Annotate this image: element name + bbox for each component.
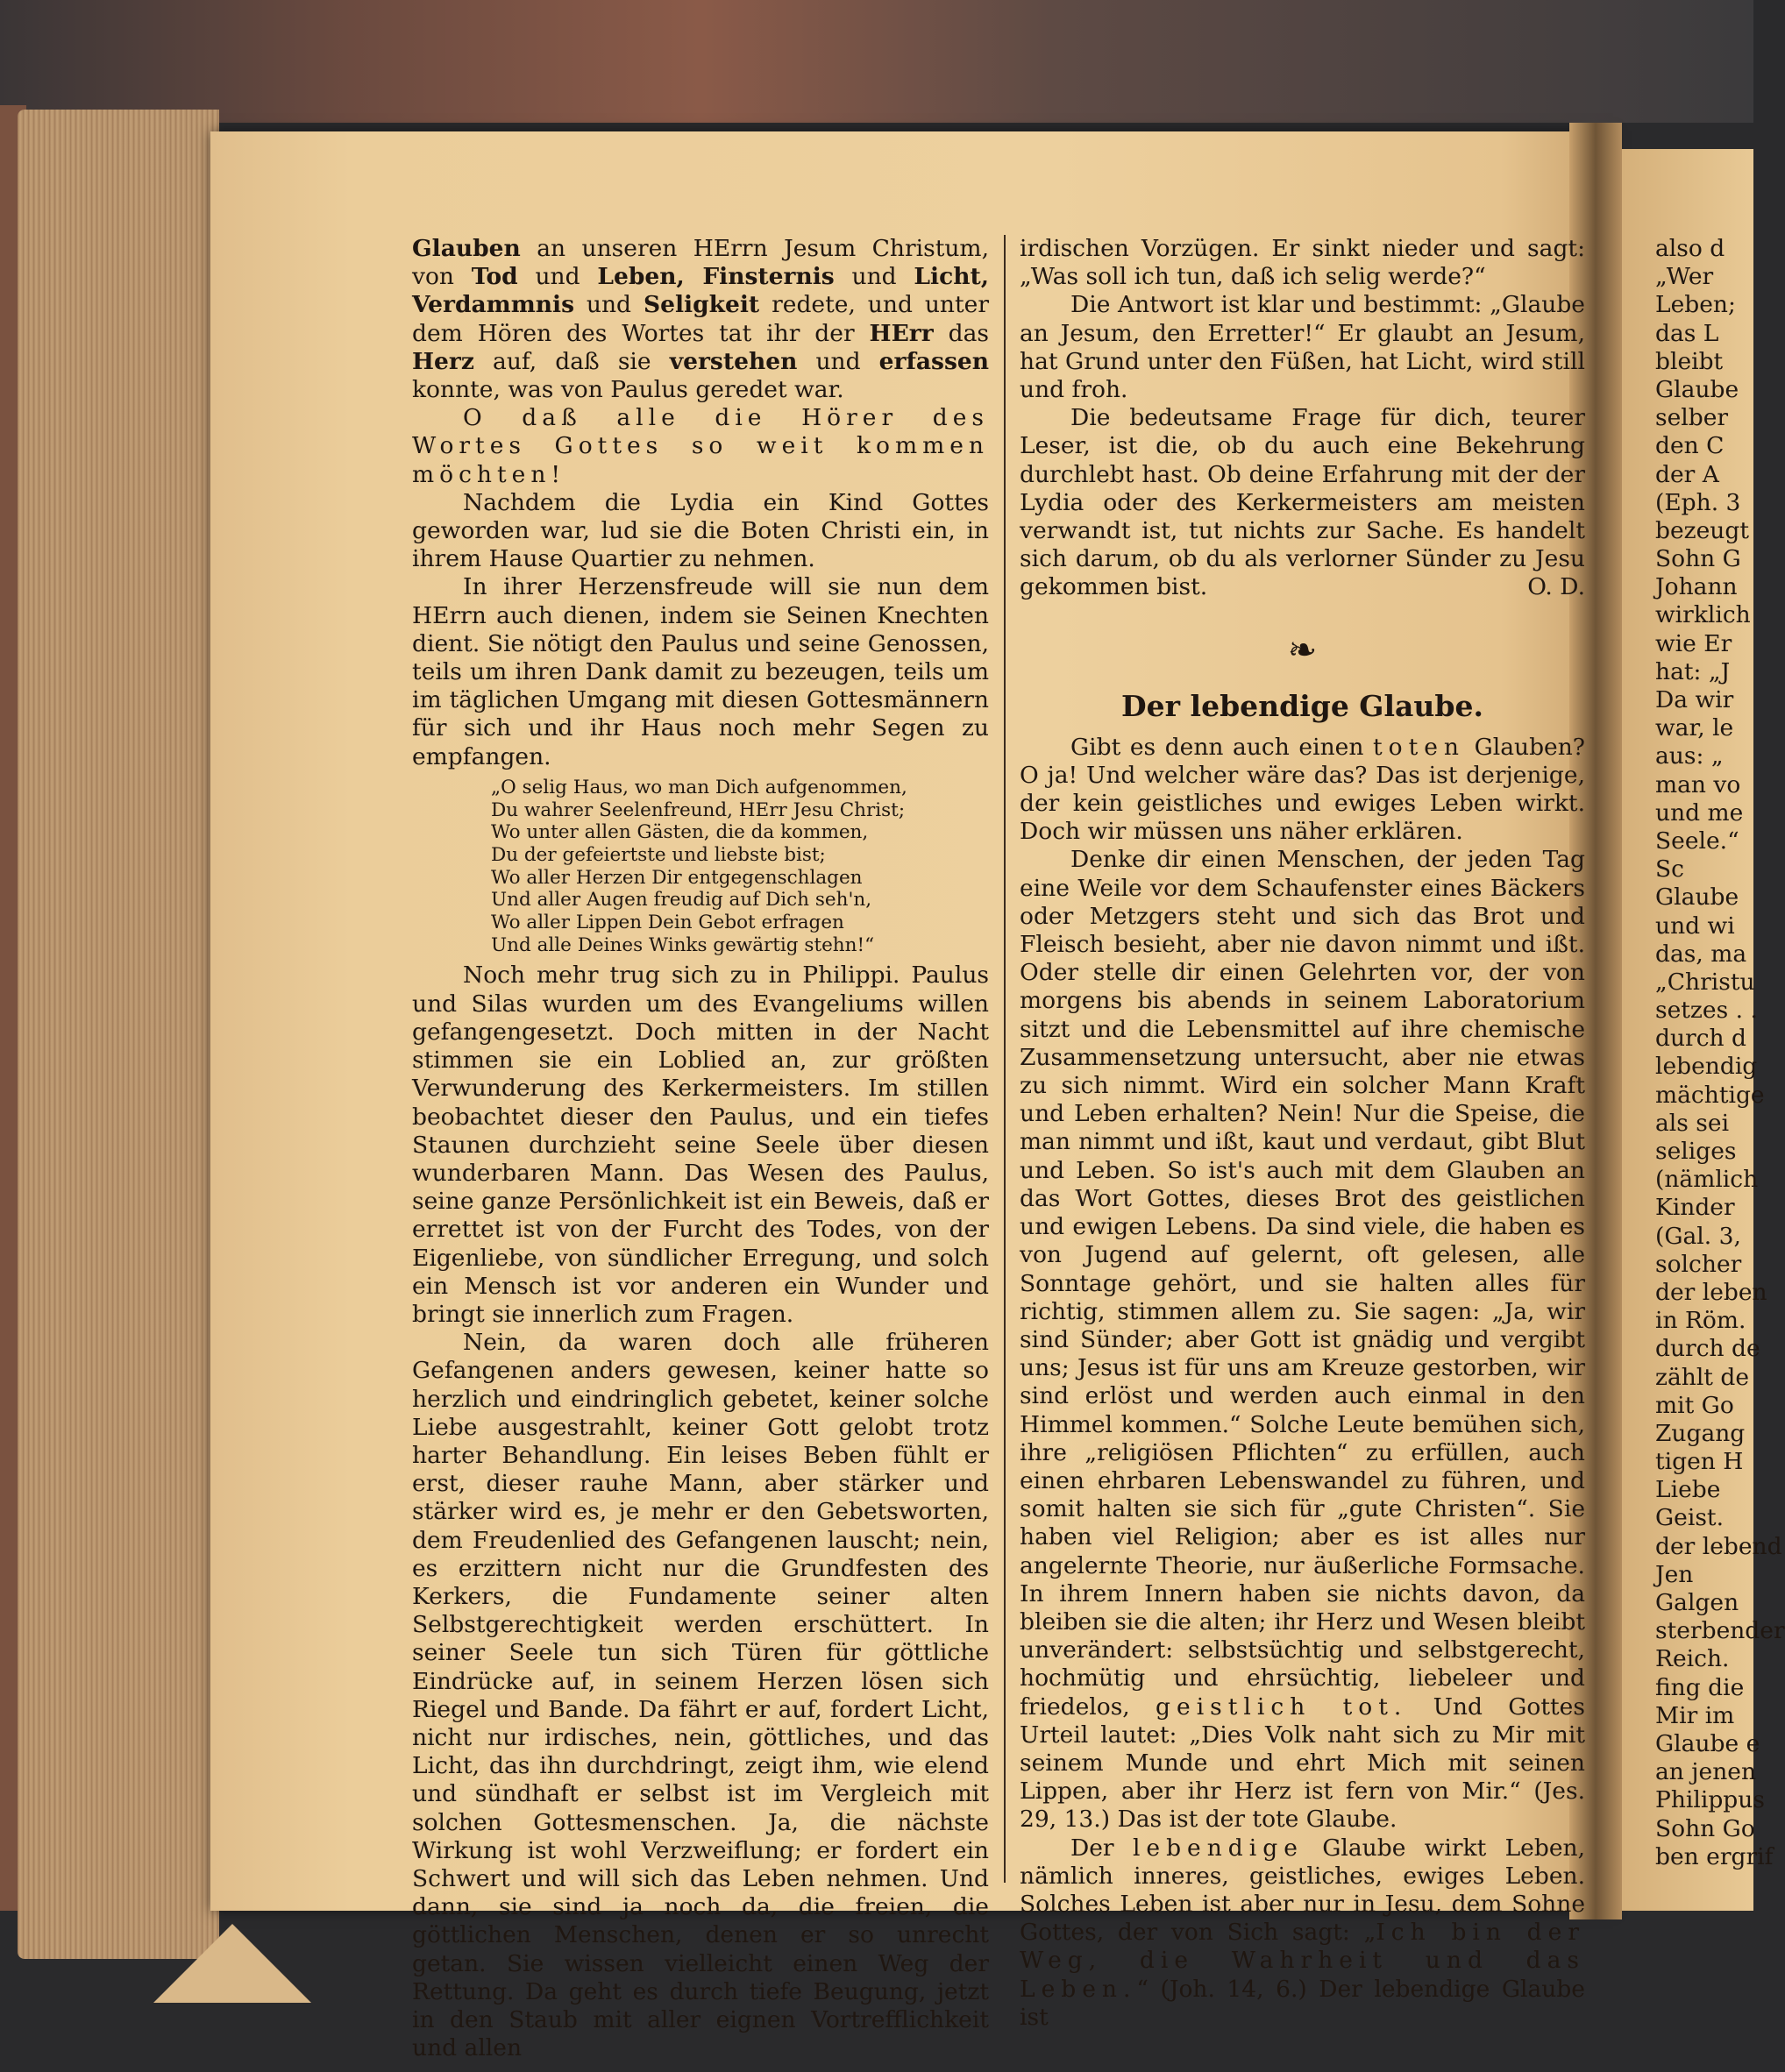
edge-line: Liebe — [1655, 1476, 1721, 1504]
edge-line: Glaube e — [1655, 1729, 1760, 1757]
text-run: toten — [1372, 733, 1465, 761]
edge-line: Jen — [1655, 1560, 1694, 1588]
edge-line: Galgen — [1655, 1589, 1739, 1616]
edge-line: (Gal. 3, — [1655, 1222, 1741, 1250]
edge-line: der leben — [1655, 1278, 1767, 1306]
text-run: Licht, Verdammnis — [412, 263, 989, 319]
text-run: und — [573, 291, 644, 319]
edge-line: Sohn Go — [1655, 1814, 1755, 1842]
illustration-text: Denke dir einen Menschen, der jeden Tag eine Weile vor dem Schaufenster eines Bäckers oder Metzgers steht und sich das Brot und Fleisch besieht, aber nie davon nimmt und ißt. Oder stelle dir einen Gelehrten vor, der von morgens bis abends in seinem Laboratorium sitzt und die Lebensmittel auf ihre chemische Zusammensetzung untersucht, aber nie etwas zu sich nimmt. Wird ein solcher Mann Kraft und Leben erhalten? Nein! Nur die Speise, die man nimmt und ißt, kaut und verdaut, gibt Blut und Leben. So ist's auch mit dem Glauben an das Wort Gottes, dieses Brot des geistlichen und ewigen Lebens. Da sind viele, die haben es von Jugend auf gelernt, oft gelesen, alle Sonntage gehört, und sie halten alles für richtig, stimmen allem zu. Sie sagen: „Ja, wir sind Sünder; aber Gott ist gnädig und vergibt uns; Jesus ist für uns am Kreuze gestorben, wir sind erlöst und werden auch einmal in den Himmel kommen.“ Solche Leute bemühen sich, ihre „religiösen Pflichten“ zu erfüllen, auch einen ehrbaren Lebenswandel zu führen, und somit halten sie sich für „gute Christen“. Sie haben viel Religion; aber es ist alles nur angelernte Theorie, nur äußerliche Formsache. In ihrem Innern haben sie nichts davon, da bleiben sie die alten; ihr Herz und Wesen bleibt unverändert: selbstsüchtig und selbstgerecht, hochmütig und ehrsüchtig, liebeleer und friedelos, — [1020, 846, 1585, 1721]
ornament-icon: ❧ — [1287, 629, 1318, 671]
edge-line: Mir im — [1655, 1701, 1735, 1729]
paragraph-dead-faith — [1020, 734, 1585, 847]
edge-line: das L — [1655, 319, 1719, 347]
paragraph-philippi: Noch mehr trug sich zu in Philippi. Paulus und Silas wurden um des Evangeliums willen gefangengesetzt. Doch mitten in der Nacht stimmen sie ein Loblied an, zur größten Verwunderung des Kerkermeisters. Im stillen beobachtet dieser den Paulus, und ein tiefes Staunen durchzieht seine Seele über diesen wunderbaren Mann. Das Wesen des Paulus, seine ganze Persönlichkeit ist ein Beweis, daß er errettet ist von der Furcht des Todes, von der Eigenliebe, von sündlicher Erregung, und solch ein Mensch ist vor anderen ein Wunder und bringt sie innerlich zum Fragen. — [412, 961, 989, 1328]
edge-line: bezeugt — [1655, 516, 1749, 544]
text-run: und — [834, 263, 914, 291]
edge-line: durch de — [1655, 1335, 1760, 1363]
edge-line: war, le — [1655, 714, 1734, 742]
edge-line: seliges — [1655, 1138, 1737, 1165]
poem-line: Und aller Augen freudig auf Dich seh'n, — [491, 889, 872, 912]
text-run: konnte, was von Paulus geredet war. — [412, 376, 844, 404]
poem — [412, 777, 989, 957]
edge-line: tigen H — [1655, 1448, 1744, 1476]
edge-line: Zugang — [1655, 1419, 1746, 1447]
edge-line: und wi — [1655, 912, 1735, 940]
edge-line: man vo — [1655, 770, 1741, 798]
text-run: Glaube wirkt Leben, nämlich inneres, geistliches, ewiges Leben. Solches Leben ist aber nur in Jesu, dem Sohne Gottes, der von Sich sagt: „ — [1020, 1834, 1585, 1947]
text-run: Ich bin der Weg, die Wahrheit und das Leben. — [1020, 1919, 1585, 2003]
text-run: Glauben — [412, 235, 521, 262]
reader-text: Die bedeutsame Frage für dich, teurer Leser, ist die, ob du auch eine Bekehrung durchlebt hast. Ob deine Erfahrung mit der der Lydia oder des Kerkermeisters am meisten verwandt ist, tut nichts zur Sache. Es handelt sich darum, ob du als verlorner Sünder zu Jesu gekommen bist. — [1020, 404, 1585, 601]
background-top — [0, 0, 1753, 123]
edge-line: Reich. — [1655, 1645, 1730, 1673]
text-run: HErr — [869, 319, 934, 347]
edge-line: also d — [1655, 235, 1725, 262]
section-heading: Der lebendige Glaube. — [1121, 688, 1483, 723]
text-run: auf, daß sie — [473, 347, 670, 375]
edge-line: fing die — [1655, 1673, 1745, 1701]
next-page-text — [1655, 235, 1785, 1871]
paragraph-reader — [1020, 404, 1585, 601]
paragraph-intro — [412, 235, 989, 404]
edge-line: Johann — [1655, 573, 1738, 601]
edge-line: aus: „ — [1655, 742, 1724, 770]
edge-line: (Eph. 3 — [1655, 488, 1741, 516]
poem-line: Du der gefeiertste und liebste bist; — [491, 843, 826, 866]
edge-line: der A — [1655, 460, 1719, 488]
poem-line: Wo aller Lippen Dein Gebot erfragen — [491, 912, 844, 934]
column-divider — [1004, 235, 1006, 1883]
paragraph-jailer: Nein, da waren doch alle früheren Gefangenen anders gewesen, keiner hatte so herzlich und eindringlich gebetet, keiner solche Liebe ausgestrahlt, keiner Gott gelobt trotz harter Behandlung. Ein leises Beben fühlt er erst, dieser rauhe Mann, aber stärker und stärker wird es, je mehr er den Gebetsworten, dem Freudenlied des Gefangenen lauscht; nein, es erzittern nicht nur die Grundfesten des Kerkers, die Fundamente seiner alten Selbstgerechtigkeit werden erschüttert. In seiner Seele tun sich Türen für göttliche Eindrücke auf, in seinem Herzen lösen sich Riegel und Bande. Da fährt er auf, fordert Licht, nicht nur irdisches, nein, göttliches, und das Licht, das ihn durchdringt, zeigt ihm, wie elend und sündhaft er selbst ist im Vergleich mit solchen Gottesmenschen. Ja, die nächste Wirkung ist wohl Verzweiflung; er fordert ein Schwert und will sich das Leben nehmen. Und dann, sie sind ja noch da, die freien, die göttlichen Menschen, denen er so unrecht getan. Sie wissen vielleicht einen Weg der Rettung. Da geht es durch tiefe Beugung, jetzt in den Staub mit aller eignen Vortrefflichkeit und allen — [412, 1329, 989, 2062]
right-column — [1020, 235, 1585, 2032]
poem-line: „O selig Haus, wo man Dich aufgenommen, — [491, 776, 907, 798]
paragraph-wish: O daß alle die Hörer des Wortes Gottes so weit kommen möchten! — [412, 404, 989, 488]
paragraph-question: irdischen Vorzügen. Er sinkt nieder und sagt: „Was soll ich tun, daß ich selig werde?“ — [1020, 235, 1585, 291]
poem-line: Du wahrer Seelenfreund, HErr Jesu Christ; — [491, 798, 906, 821]
edge-line: wirklich — [1655, 601, 1751, 629]
poem-line: Und alle Deines Winks gewärtig stehn!“ — [491, 933, 875, 956]
text-run: und — [797, 347, 879, 375]
edge-line: „Wer — [1655, 263, 1714, 291]
edge-line: wie Er — [1655, 629, 1732, 657]
edge-line: Sohn G — [1655, 545, 1741, 573]
edge-line: und me — [1655, 798, 1744, 827]
text-run: Glauben? O ja! Und welcher wäre das? Das ist derjenige, der kein geistliches und ewiges Leben wirkt. Doch wir müssen uns näher erklären. — [1020, 733, 1585, 846]
page-stack — [18, 110, 219, 1959]
text-run: Leben, Finsternis — [597, 263, 835, 291]
illustration-end: Und Gottes Urteil lautet: „Dies Volk naht sich zu Mir mit seinem Munde und ehrt Mich mit seinen Lippen, aber ihr Herz ist fern von Mir.“ (Jes. 29, 13.) Das ist der tote Glaube. — [1020, 1692, 1585, 1834]
spaced-phrase: geistlich tot. — [1156, 1692, 1408, 1721]
edge-line: an jenen — [1655, 1758, 1757, 1786]
left-column — [412, 235, 989, 2062]
bookmark-tab — [153, 1924, 311, 2003]
text-run: verstehen — [669, 347, 798, 375]
text-run: das — [933, 319, 989, 347]
edge-line: „Christu — [1655, 968, 1755, 996]
edge-line: als sei — [1655, 1109, 1730, 1137]
edge-line: Glaube — [1655, 883, 1739, 912]
text-run: Herz — [412, 347, 474, 375]
edge-line: selber — [1655, 404, 1729, 432]
edge-line: solcher — [1655, 1250, 1742, 1278]
signature: O. D. — [1527, 573, 1585, 601]
edge-line: das, ma — [1655, 940, 1747, 968]
poem-line: Wo aller Herzen Dir entgegenschlagen — [491, 866, 863, 889]
edge-line: den C — [1655, 432, 1725, 460]
edge-line: hat: „J — [1655, 657, 1731, 685]
text-run: lebendige — [1132, 1834, 1304, 1862]
edge-line: in Röm. — [1655, 1307, 1746, 1335]
text-run: Gibt es denn auch einen — [1070, 733, 1373, 761]
edge-line: Leben; — [1655, 291, 1736, 319]
edge-line: Seele.“ — [1655, 827, 1739, 855]
text-run: erfassen — [878, 347, 989, 375]
paragraph-service: In ihrer Herzensfreude will sie nun dem HErrn auch dienen, indem sie Seinen Knechten dient. Sie nötigt den Paulus und seine Genossen, teils um ihren Dank damit zu bezeugen, teils um im täglichen Umgang mit diesen Gottesmännern für sich und ihr Haus noch mehr Segen zu empfangen. — [412, 573, 989, 770]
edge-line: mit Go — [1655, 1391, 1734, 1419]
paragraph-living-faith — [1020, 1834, 1585, 2032]
edge-line: mächtige — [1655, 1081, 1765, 1109]
edge-line: Sc — [1655, 855, 1684, 883]
paragraph-answer: Die Antwort ist klar und bestimmt: „Glaube an Jesum, den Erretter!“ Er glaubt an Jesum, hat Grund unter den Füßen, hat Licht, wird still und froh. — [1020, 291, 1585, 404]
text-run: Seligkeit — [643, 291, 760, 319]
edge-line: Da wir — [1655, 686, 1734, 713]
edge-line: setzes . . — [1655, 997, 1758, 1025]
paragraph-lydia: Nachdem die Lydia ein Kind Gottes geworden war, lud sie die Boten Christi ein, in ihrem Hause Quartier zu nehmen. — [412, 488, 989, 573]
edge-line: sterbender — [1655, 1617, 1785, 1645]
text-run: und — [517, 263, 598, 291]
text-run: Tod — [471, 263, 518, 291]
text-run: “ (Joh. 14, 6.) Der lebendige Glaube ist — [1020, 1975, 1585, 2031]
edge-line: Kinder — [1655, 1194, 1735, 1222]
poem-line: Wo unter allen Gästen, die da kommen, — [491, 821, 869, 844]
edge-line: Philippus — [1655, 1786, 1765, 1814]
edge-line: (nämlich — [1655, 1166, 1759, 1194]
edge-line: Glaube — [1655, 375, 1739, 403]
edge-line: durch d — [1655, 1025, 1746, 1053]
edge-line: zählt de — [1655, 1363, 1750, 1391]
edge-line: der lebend — [1655, 1532, 1782, 1560]
text-run: Der — [1070, 1834, 1133, 1862]
edge-line: bleibt — [1655, 347, 1724, 375]
edge-line: ben ergrif — [1655, 1842, 1774, 1870]
edge-line: lebendig — [1655, 1053, 1758, 1081]
paragraph-illustration — [1020, 846, 1585, 1834]
text-run: redete, und unter dem Hören des Wortes tat ihr der — [412, 291, 989, 347]
text-run: an unseren HErrn Jesum Christum, von — [412, 235, 989, 291]
edge-line: Geist. — [1655, 1504, 1724, 1532]
